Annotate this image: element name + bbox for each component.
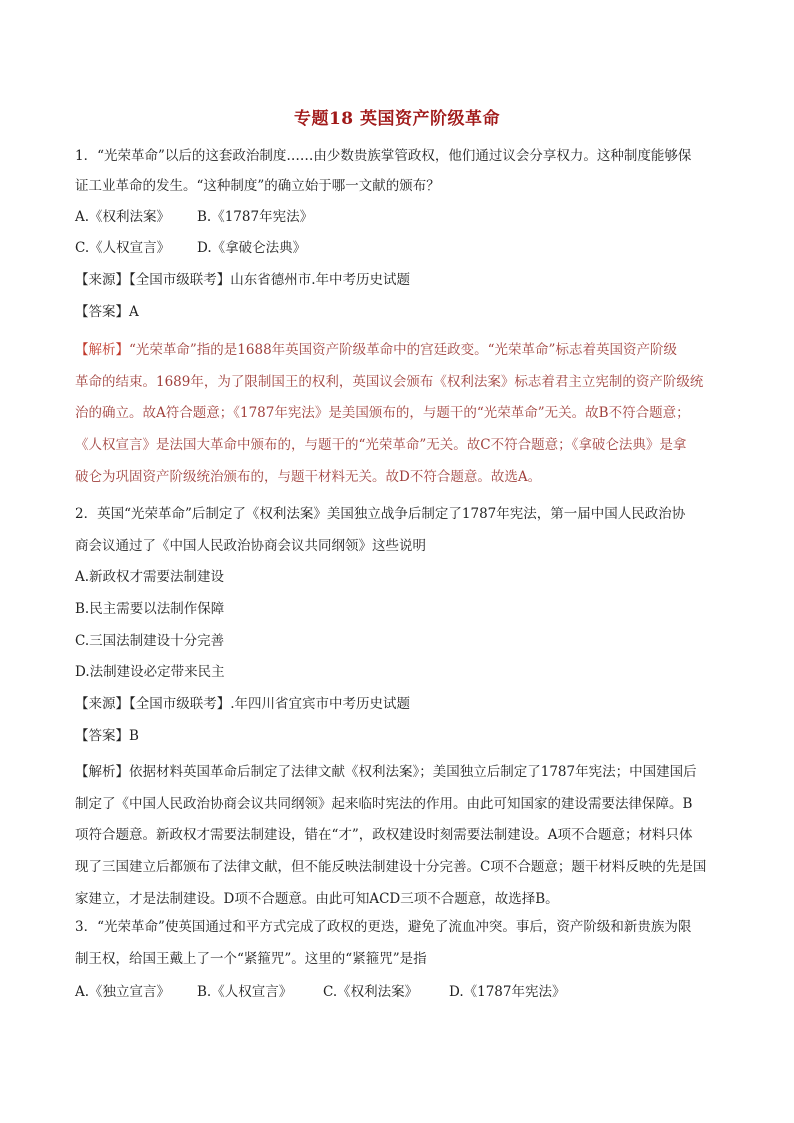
- q1-options-row-1: [75, 207, 725, 227]
- q1-explanation-line-3: 治的确立。故A符合题意；《1787年宪法》是美国颁布的，与题干的“光荣革命”无关。故B不符合题意；: [75, 405, 690, 421]
- q2-explanation-line-5: 家建立，才是法制建设。D项不合题意。由此可知ACD三项不合题意，故选择B。: [75, 891, 559, 907]
- q1-option-d[interactable]: D.《拿破仑法典》: [197, 240, 307, 256]
- q1-stem-line-1: 1．“光荣革命”以后的这套政治制度……由少数贵族掌管政权，他们通过议会分享权力。这种制度能够保: [75, 148, 692, 164]
- q1-explanation-line-2: 革命的结束。1689年，为了限制国王的权利，英国议会颁布《权利法案》标志着君主立宪制的资产阶级统: [75, 374, 704, 390]
- q2-stem-line-1: 2．英国“光荣革命”后制定了《权利法案》美国独立战争后制定了1787年宪法，第一届中国人民政治协: [75, 506, 686, 522]
- q2-option-a[interactable]: A.新政权才需要法制建设: [75, 569, 225, 585]
- q2-source: 【来源】【全国市级联考】.年四川省宜宾市中考历史试题: [75, 696, 411, 712]
- q1-option-b[interactable]: B.《1787年宪法》: [197, 209, 314, 225]
- q3-option-a[interactable]: A.《独立宣言》: [75, 984, 171, 1000]
- q1-option-a[interactable]: A.《权利法案》: [75, 209, 171, 225]
- q3-option-c[interactable]: C.《权利法案》: [323, 984, 419, 1000]
- page-title: 专题18 英国资产阶级革命: [293, 109, 501, 129]
- q3-option-b[interactable]: B.《人权宣言》: [197, 984, 293, 1000]
- q1-source: 【来源】【全国市级联考】山东省德州市.年中考历史试题: [75, 272, 411, 288]
- q3-option-d[interactable]: D.《1787年宪法》: [449, 984, 566, 1000]
- q2-explanation-line-1: 【解析】依据材料英国革命后制定了法律文献《权利法案》；美国独立后制定了1787年宪法；中国建国后: [75, 764, 697, 780]
- q2-explanation-line-2: 制定了《中国人民政治协商会议共同纲领》起来临时宪法的作用。由此可知国家的建设需要法律保障。B: [75, 796, 693, 812]
- q1-explanation-line-4: 《人权宣言》是法国大革命中颁布的，与题干的“光荣革命”无关。故C不符合题意；《拿破仑法典》是拿: [75, 437, 687, 453]
- q2-option-d[interactable]: D.法制建设必定带来民主: [75, 664, 225, 680]
- q2-answer: 【答案】B: [75, 728, 139, 744]
- q1-explanation-line-1: 【解析】“光荣革命”指的是1688年英国资产阶级革命中的宫廷政变。“光荣革命”标志着英国资产阶级: [75, 342, 677, 358]
- q1-explanation-tag: 【解析】: [75, 342, 129, 358]
- q3-options-row: [75, 982, 725, 1002]
- q1-answer: 【答案】A: [75, 304, 139, 320]
- q1-stem-line-2: 证工业革命的发生。“这种制度”的确立始于哪一文献的颁布？: [75, 178, 440, 194]
- q2-stem-line-2: 商会议通过了《中国人民政治协商会议共同纲领》这些说明: [75, 538, 426, 554]
- q2-option-c[interactable]: C.三国法制建设十分完善: [75, 633, 225, 649]
- q1-options-row-2: [75, 238, 725, 258]
- q1-option-c[interactable]: C.《人权宣言》: [75, 240, 171, 256]
- q2-explanation-line-4: 现了三国建立后都颁布了法律文献，但不能反映法制建设十分完善。C项不合题意；题干材料反映的先是国: [75, 859, 707, 875]
- q2-option-b[interactable]: B.民主需要以法制作保障: [75, 601, 225, 617]
- q1-explanation-line-5: 破仑为巩固资产阶级统治颁布的，与题干材料无关。故D不符合题意。故选A。: [75, 469, 542, 485]
- q3-stem-line-1: 3．“光荣革命”使英国通过和平方式完成了政权的更迭，避免了流血冲突。事后，资产阶级和新贵族为限: [75, 919, 692, 935]
- q3-stem-line-2: 制王权，给国王戴上了一个“紧箍咒”。这里的“紧箍咒”是指: [75, 951, 427, 967]
- q2-explanation-line-3: 项符合题意。新政权才需要法制建设，错在“才”，政权建设时刻需要法制建设。A项不合题意；材料只体: [75, 827, 693, 843]
